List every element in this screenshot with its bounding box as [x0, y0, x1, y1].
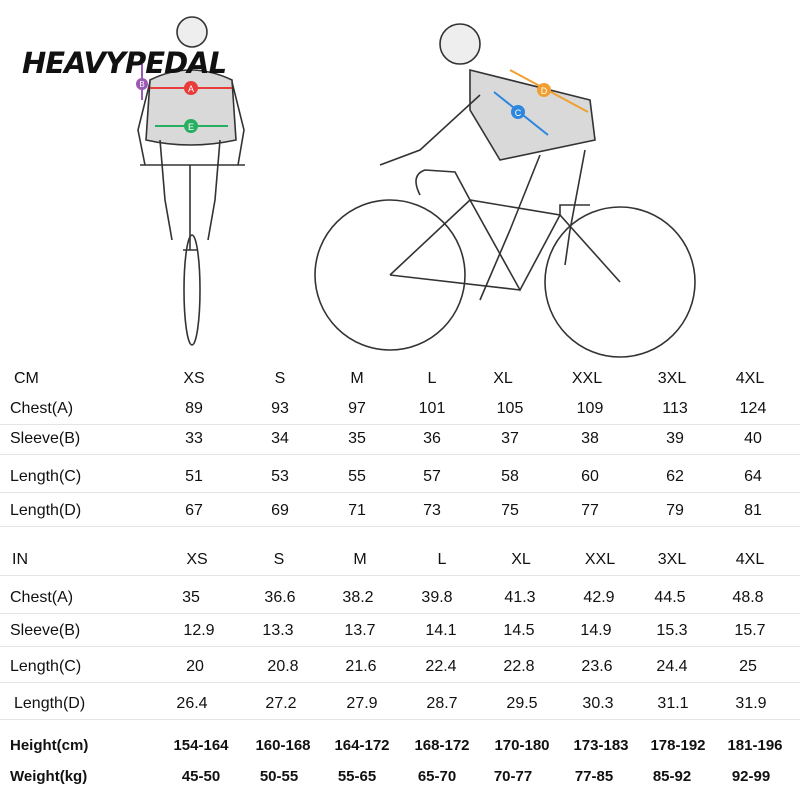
size-header-row — [0, 545, 800, 576]
row-label: Length(D) — [10, 502, 82, 519]
value-cell: 30.3 — [582, 695, 614, 712]
value-cell: 65-70 — [417, 768, 457, 785]
value-cell: 38.2 — [342, 589, 374, 606]
value-cell: 21.6 — [345, 658, 377, 675]
marker-c-label: C — [514, 108, 522, 118]
size-cell: 3XL — [657, 370, 687, 387]
value-cell: 81 — [744, 502, 762, 519]
value-cell: 164-172 — [334, 737, 390, 754]
value-cell: 14.9 — [580, 622, 612, 639]
value-cell: 60 — [581, 468, 599, 485]
value-cell: 69 — [271, 502, 289, 519]
value-cell: 20 — [186, 658, 204, 675]
table-row — [0, 689, 800, 720]
value-cell: 181-196 — [727, 737, 783, 754]
value-cell: 13.3 — [262, 622, 294, 639]
row-label: Length(C) — [10, 658, 82, 675]
value-cell: 70-77 — [493, 768, 533, 785]
value-cell: 28.7 — [426, 695, 458, 712]
value-cell: 44.5 — [654, 589, 686, 606]
marker-a-label: A — [187, 84, 195, 94]
value-cell: 27.9 — [346, 695, 378, 712]
value-cell: 26.4 — [176, 695, 208, 712]
value-cell: 36 — [423, 430, 441, 447]
unit-label: CM — [14, 370, 39, 387]
row-label: Sleeve(B) — [10, 430, 81, 447]
value-cell: 39.8 — [421, 589, 453, 606]
value-cell: 75 — [501, 502, 519, 519]
size-cell: L — [437, 551, 447, 568]
value-cell: 67 — [185, 502, 203, 519]
value-cell: 85-92 — [652, 768, 692, 785]
value-cell: 97 — [348, 400, 366, 417]
value-cell: 29.5 — [506, 695, 538, 712]
table-row — [0, 616, 800, 647]
side-rider-figure — [315, 24, 695, 357]
value-cell: 77 — [581, 502, 599, 519]
value-cell: 93 — [271, 400, 289, 417]
size-cell: 4XL — [735, 551, 765, 568]
value-cell: 36.6 — [264, 589, 296, 606]
size-cell: XXL — [571, 370, 603, 387]
value-cell: 22.4 — [425, 658, 457, 675]
row-label: Length(C) — [10, 468, 82, 485]
value-cell: 57 — [423, 468, 441, 485]
value-cell: 101 — [418, 400, 446, 417]
value-cell: 14.1 — [425, 622, 457, 639]
value-cell: 50-55 — [259, 768, 299, 785]
marker-d-label: D — [540, 86, 548, 96]
value-cell: 55-65 — [337, 768, 377, 785]
value-cell: 45-50 — [181, 768, 221, 785]
row-label: Sleeve(B) — [10, 622, 81, 639]
value-cell: 73 — [423, 502, 441, 519]
value-cell: 79 — [666, 502, 684, 519]
row-label: Chest(A) — [10, 589, 74, 606]
value-cell: 31.1 — [657, 695, 689, 712]
value-cell: 31.9 — [735, 695, 767, 712]
value-cell: 71 — [348, 502, 366, 519]
unit-label: IN — [12, 551, 28, 568]
value-cell: 154-164 — [173, 737, 229, 754]
size-cell: XS — [183, 370, 205, 387]
value-cell: 33 — [185, 430, 203, 447]
size-cell: XS — [186, 551, 208, 568]
value-cell: 178-192 — [650, 737, 706, 754]
table-row — [0, 731, 800, 761]
value-cell: 34 — [271, 430, 289, 447]
table-row — [0, 424, 800, 455]
size-cell: M — [353, 551, 367, 568]
value-cell: 173-183 — [573, 737, 629, 754]
value-cell: 168-172 — [414, 737, 470, 754]
size-header-row — [0, 364, 800, 394]
value-cell: 55 — [348, 468, 366, 485]
value-cell: 170-180 — [494, 737, 550, 754]
value-cell: 41.3 — [504, 589, 536, 606]
marker-b-label: B — [139, 80, 145, 89]
value-cell: 124 — [739, 400, 767, 417]
value-cell: 15.7 — [734, 622, 766, 639]
size-cell: S — [274, 370, 286, 387]
value-cell: 77-85 — [574, 768, 614, 785]
value-cell: 24.4 — [656, 658, 688, 675]
value-cell: 92-99 — [731, 768, 771, 785]
value-cell: 89 — [185, 400, 203, 417]
table-row — [0, 496, 800, 527]
value-cell: 53 — [271, 468, 289, 485]
value-cell: 27.2 — [265, 695, 297, 712]
value-cell: 48.8 — [732, 589, 764, 606]
value-cell: 105 — [496, 400, 524, 417]
value-cell: 13.7 — [344, 622, 376, 639]
size-cell: M — [350, 370, 364, 387]
size-cell: XL — [511, 551, 531, 568]
value-cell: 51 — [185, 468, 203, 485]
value-cell: 40 — [744, 430, 762, 447]
row-label: Length(D) — [14, 695, 86, 712]
value-cell: 42.9 — [583, 589, 615, 606]
size-cell: 4XL — [735, 370, 765, 387]
value-cell: 23.6 — [581, 658, 613, 675]
table-row — [0, 762, 800, 792]
value-cell: 64 — [744, 468, 762, 485]
row-label: Weight(kg) — [10, 768, 88, 785]
value-cell: 37 — [501, 430, 519, 447]
size-cell: S — [273, 551, 285, 568]
size-cell: XXL — [584, 551, 616, 568]
table-row — [0, 583, 800, 614]
size-cell: 3XL — [657, 551, 687, 568]
value-cell: 35 — [182, 589, 200, 606]
value-cell: 38 — [581, 430, 599, 447]
value-cell: 109 — [576, 400, 604, 417]
size-cell: L — [427, 370, 437, 387]
brand-logo: HEAVYPEDAL — [22, 46, 227, 80]
value-cell: 39 — [666, 430, 684, 447]
value-cell: 25 — [739, 658, 757, 675]
value-cell: 160-168 — [255, 737, 311, 754]
table-row — [0, 652, 800, 683]
marker-e-label: E — [187, 122, 195, 132]
value-cell: 20.8 — [267, 658, 299, 675]
row-label: Height(cm) — [10, 737, 89, 754]
value-cell: 62 — [666, 468, 684, 485]
value-cell: 15.3 — [656, 622, 688, 639]
table-row — [0, 462, 800, 493]
size-cell: XL — [493, 370, 513, 387]
value-cell: 14.5 — [503, 622, 535, 639]
value-cell: 12.9 — [183, 622, 215, 639]
table-row — [0, 394, 800, 425]
value-cell: 22.8 — [503, 658, 535, 675]
value-cell: 58 — [501, 468, 519, 485]
row-label: Chest(A) — [10, 400, 74, 417]
value-cell: 113 — [662, 400, 688, 417]
value-cell: 35 — [348, 430, 366, 447]
